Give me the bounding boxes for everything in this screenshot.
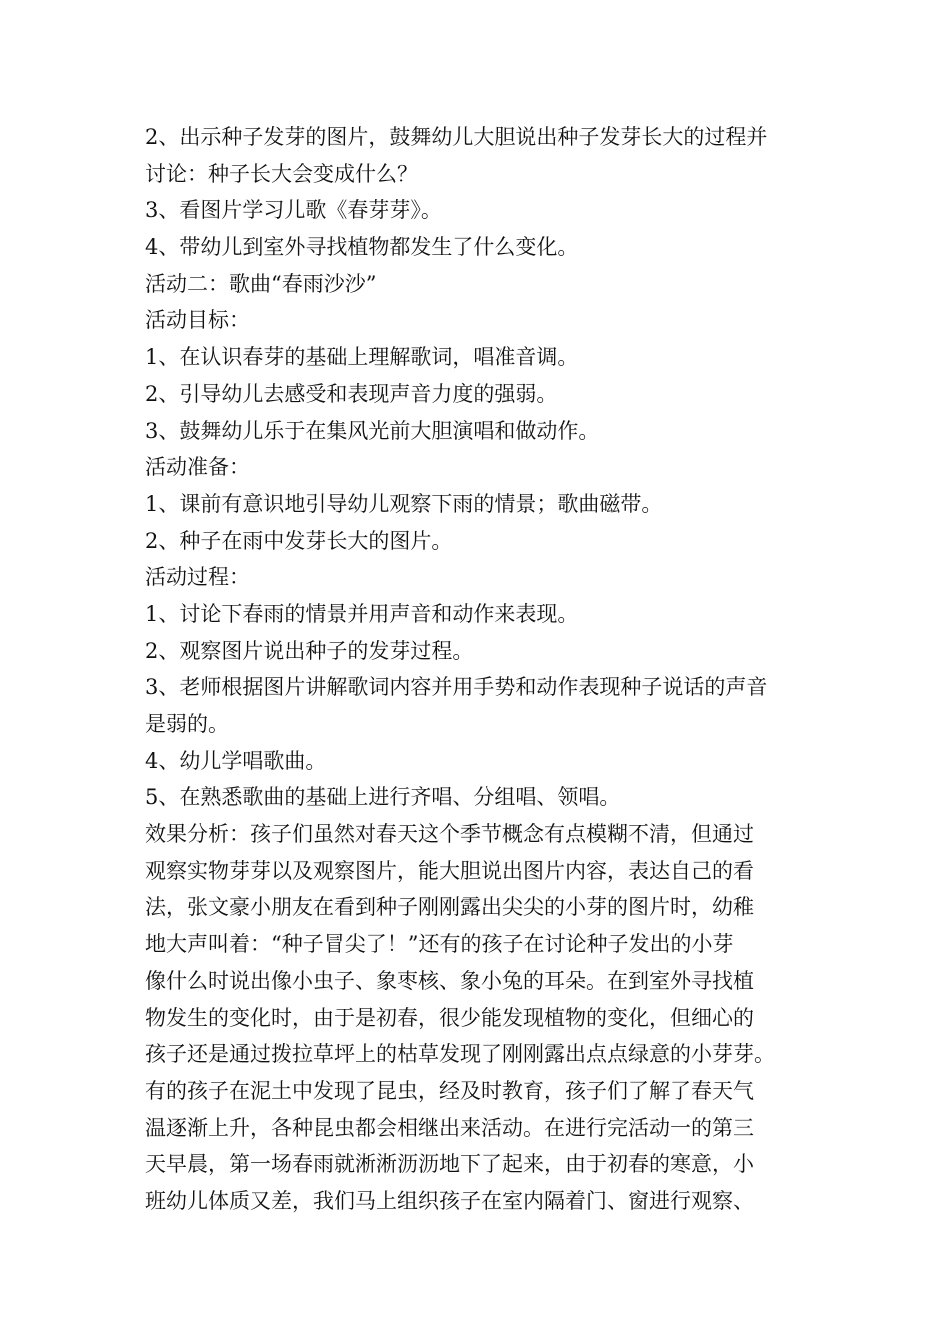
text-line: 天早晨，第一场春雨就淅淅沥沥地下了起来，由于初春的寒意，小: [145, 1152, 754, 1177]
text-line: 物发生的变化时，由于是初春，很少能发现植物的变化，但细心的: [145, 1005, 754, 1030]
text-line: 有的孩子在泥土中发现了昆虫，经及时教育，孩子们了解了春天气: [145, 1078, 754, 1103]
text-line: 4、带幼儿到室外寻找植物都发生了什么变化。: [145, 235, 579, 260]
text-line: 2、出示种子发芽的图片，鼓舞幼儿大胆说出种子发芽长大的过程并: [145, 125, 768, 149]
text-line: 温逐渐上升，各种昆虫都会相继出来活动。在进行完活动一的第三: [145, 1115, 754, 1140]
text-line: 是弱的。: [145, 712, 229, 736]
text-line: 班幼儿体质又差，我们马上组织孩子在室内隔着门、窗进行观察、: [145, 1188, 754, 1213]
document-body: [145, 119, 825, 1220]
text-line: 1、在认识春芽的基础上理解歌词，唱准音调。: [145, 345, 579, 370]
text-line: 活动二：歌曲“春雨沙沙”: [145, 271, 377, 296]
text-line: 2、种子在雨中发芽长大的图片。: [145, 528, 453, 553]
text-line: 1、课前有意识地引导幼儿观察下雨的情景；歌曲磁带。: [145, 491, 663, 516]
text-line: 1、讨论下春雨的情景并用声音和动作来表现。: [145, 601, 579, 626]
text-line: 3、看图片学习儿歌《春芽芽》。: [145, 198, 442, 223]
text-line: 3、鼓舞幼儿乐于在集风光前大胆演唱和做动作。: [145, 418, 600, 443]
text-line: 法，张文豪小朋友在看到种子刚刚露出尖尖的小芽的图片时，幼稚: [145, 895, 754, 920]
text-line: 4、幼儿学唱歌曲。: [145, 748, 327, 773]
text-line: 活动目标：: [145, 308, 250, 333]
text-line: 地大声叫着：“种子冒尖了！”还有的孩子在讨论种子发出的小芽: [145, 932, 734, 957]
text-line: 活动过程：: [145, 565, 250, 590]
text-line: 2、引导幼儿去感受和表现声音力度的强弱。: [145, 381, 558, 406]
text-line: 讨论：种子长大会变成什么？: [145, 161, 418, 186]
text-line: 孩子还是通过拨拉草坪上的枯草发现了刚刚露出点点绿意的小芽芽。: [145, 1042, 775, 1067]
text-line: 5、在熟悉歌曲的基础上进行齐唱、分组唱、领唱。: [145, 785, 621, 810]
text-line: 观察实物芽芽以及观察图片，能大胆说出图片内容，表达自己的看: [145, 858, 754, 883]
text-line: 2、观察图片说出种子的发芽过程。: [145, 638, 474, 663]
text-line: 像什么时说出像小虫子、象枣核、象小兔的耳朵。在到室外寻找植: [145, 968, 754, 993]
text-line: 活动准备：: [145, 455, 250, 480]
text-line: 效果分析：孩子们虽然对春天这个季节概念有点模糊不清，但通过: [145, 822, 754, 847]
text-line: 3、老师根据图片讲解歌词内容并用手势和动作表现种子说话的声音: [145, 675, 768, 700]
